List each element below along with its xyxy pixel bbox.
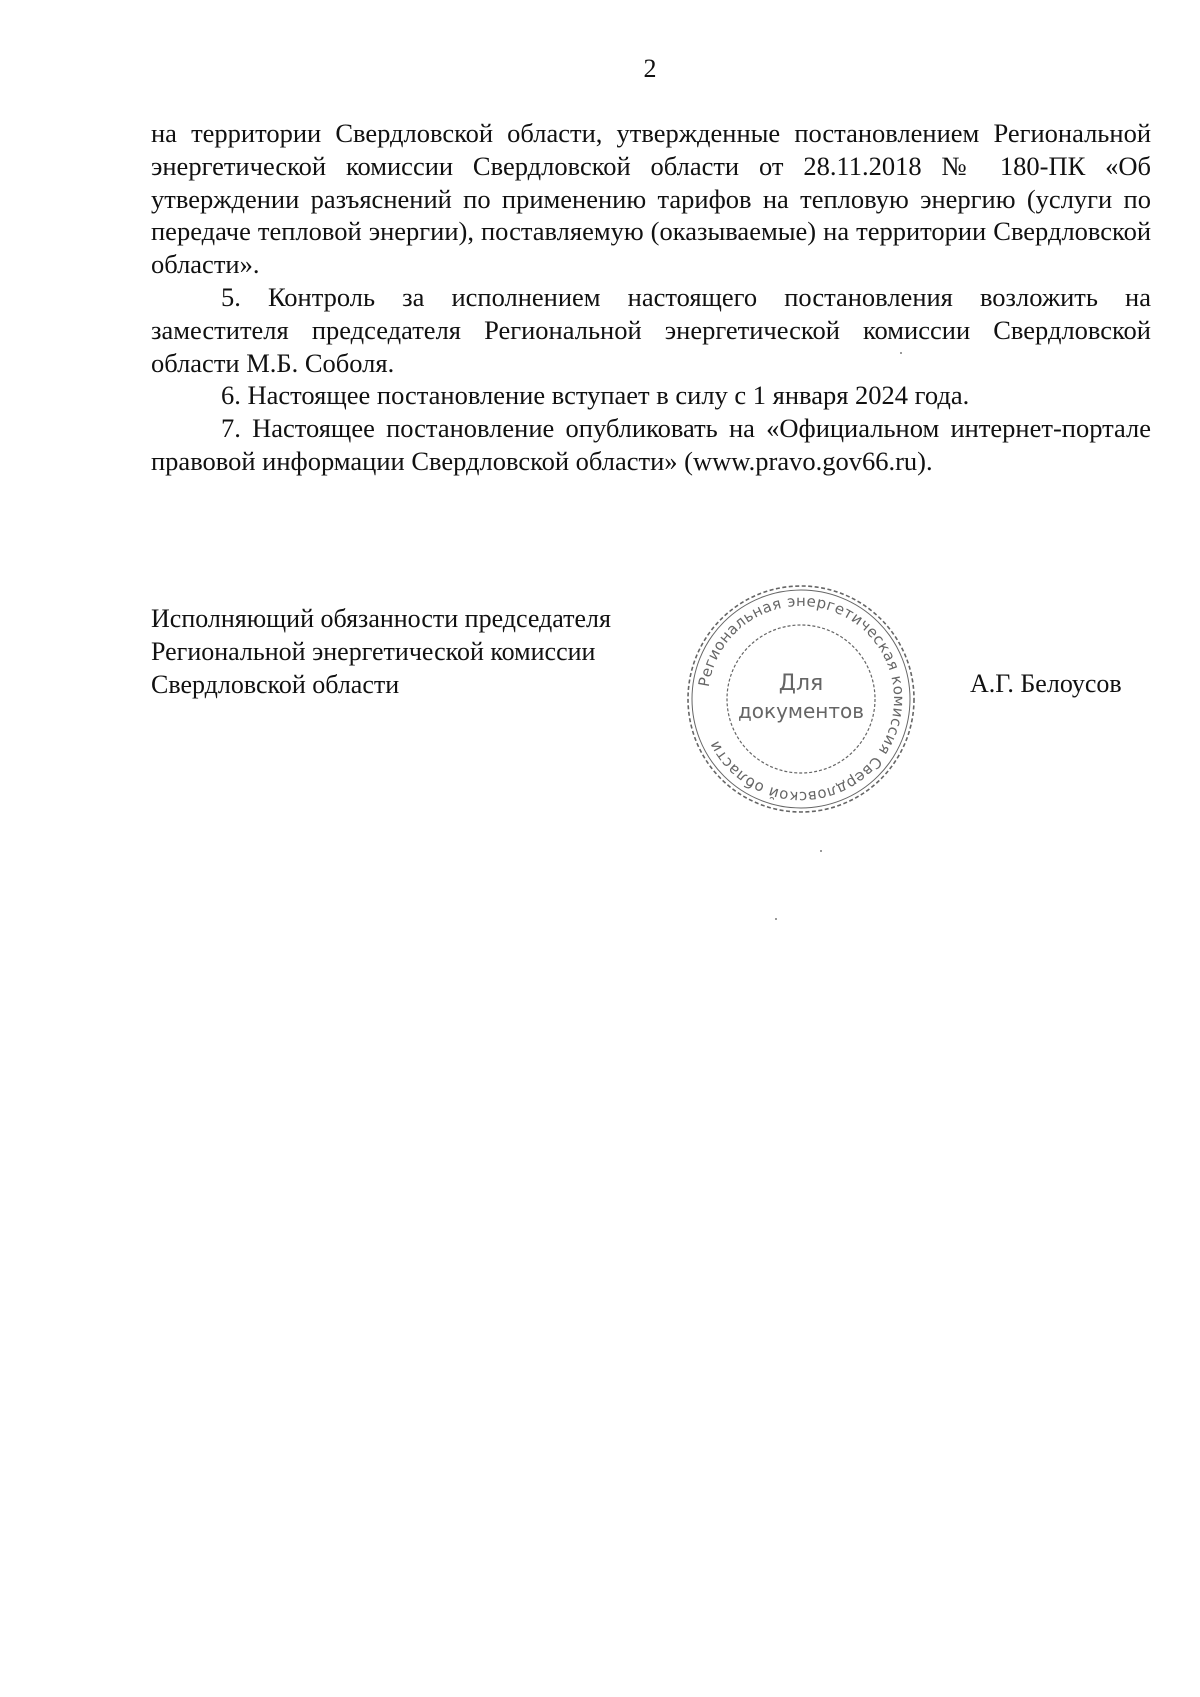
signer-position-line-3: Свердловской области [151,670,400,699]
paragraph-item-7: 7. Настоящее постановление опубликовать на «Официальном интернет-портале правовой информации Свердловской области» (www.pravo.gov66.ru). [151,413,1151,476]
document-body [151,117,1151,478]
stamp-center-line-1: Для [778,671,824,696]
page-number: 2 [643,54,657,83]
signer-position-line-1: Исполняющий обязанности председателя [151,604,611,633]
scan-speck [775,918,777,920]
stamp-center-line-2: документов [737,699,865,723]
scan-speck [900,352,902,354]
signer-position [151,602,691,701]
official-stamp [684,582,918,816]
signer-position-line-2: Региональной энергетической комиссии [151,637,596,666]
paragraph-continuation: на территории Свердловской области, утвержденные постановлением Региональной энергетической комиссии Свердловской области от 28.11.2018 № 180-ПК «Об утверждении разъяснений по применению тарифов на тепловую энергию (услуги по передаче тепловой энергии), поставляемую (оказываемые) на территории Свердловской области». [151,118,1151,280]
stamp-ring-text: Региональная энергетическая комиссия Свердловской области [694,591,909,807]
paragraph-item-5: 5. Контроль за исполнением настоящего постановления возложить на заместителя председателя Региональной энергетической комиссии Свердловской области М.Б. Соболя. [151,281,1151,378]
signer-name: А.Г. Белоусов [970,669,1122,698]
scan-speck [820,850,822,852]
paragraph-item-6: 6. Настоящее постановление вступает в силу с 1 января 2024 года. [221,380,970,411]
